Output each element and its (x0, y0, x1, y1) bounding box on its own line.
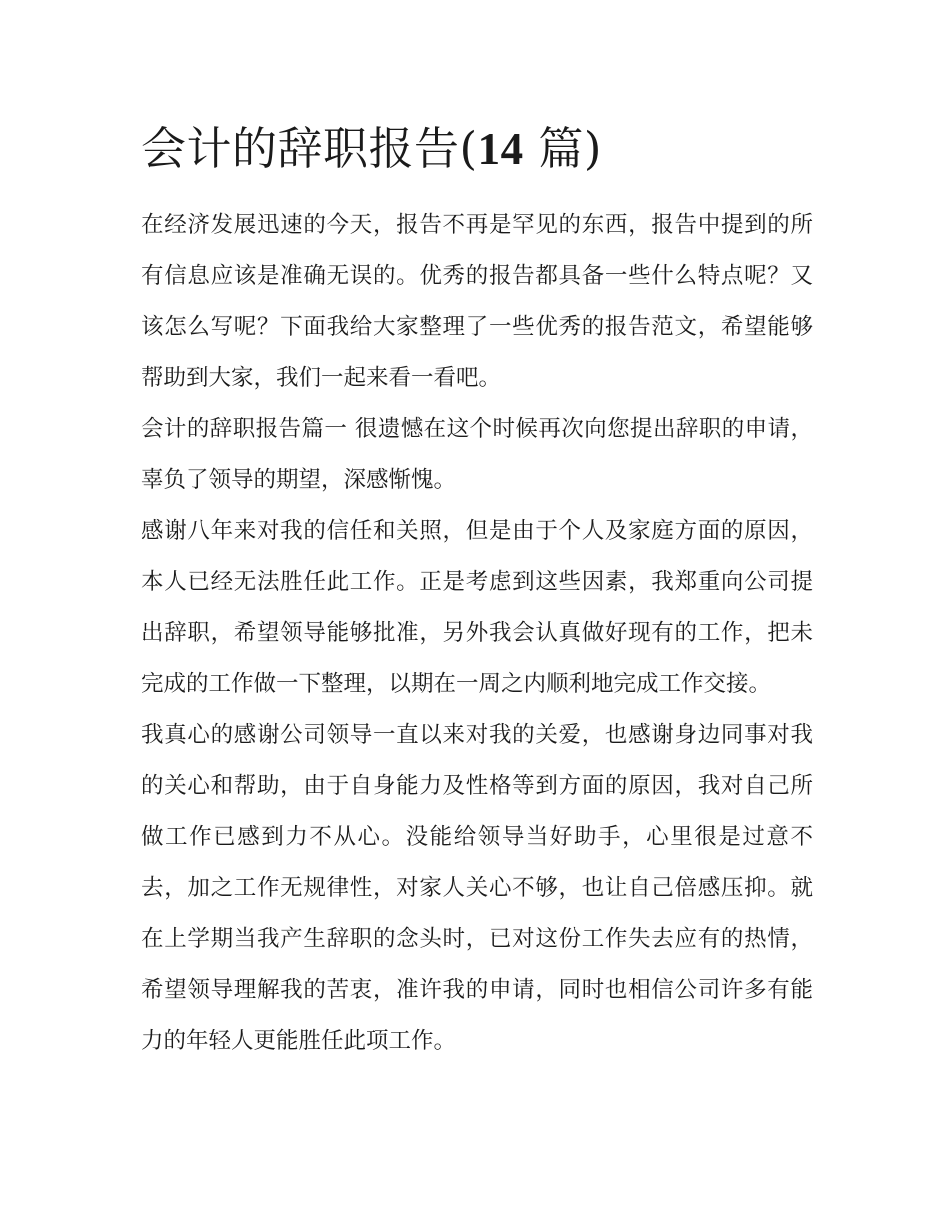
title-prefix: 会计的辞职报告( (141, 122, 478, 175)
document-page (141, 118, 813, 1067)
title-number: 14 (477, 124, 524, 174)
gratitude-paragraph: 感谢八年来对我的信任和关照，但是由于个人及家庭方面的原因，本人已经无法胜任此工作。正是考虑到这些因素，我郑重向公司提出辞职，希望领导能够批准，另外我会认真做好现有的工作，把未完成的工作做一下整理，以期在一周之内顺利地完成工作交接。 (141, 518, 813, 697)
section-one-opening-paragraph: 会计的辞职报告篇一 很遗憾在这个时候再次向您提出辞职的申请，辜负了领导的期望，深感惭愧。 (141, 416, 813, 493)
intro-paragraph: 在经济发展迅速的今天，报告不再是罕见的东西，报告中提到的所有信息应该是准确无误的。优秀的报告都具备一些什么特点呢？又该怎么写呢？下面我给大家整理了一些优秀的报告范文，希望能够帮助到大家，我们一起来看一看吧。 (141, 212, 813, 391)
title-suffix: 篇) (523, 122, 602, 175)
document-title (141, 118, 813, 180)
reasons-paragraph: 我真心的感谢公司领导一直以来对我的关爱，也感谢身边同事对我的关心和帮助，由于自身能力及性格等到方面的原因，我对自己所做工作已感到力不从心。没能给领导当好助手，心里很是过意不去，加之工作无规律性，对家人关心不够，也让自己倍感压抑。就在上学期当我产生辞职的念头时，已对这份工作失去应有的热情，希望领导理解我的苦衷，准许我的申请，同时也相信公司许多有能力的年轻人更能胜任此项工作。 (141, 722, 813, 1054)
